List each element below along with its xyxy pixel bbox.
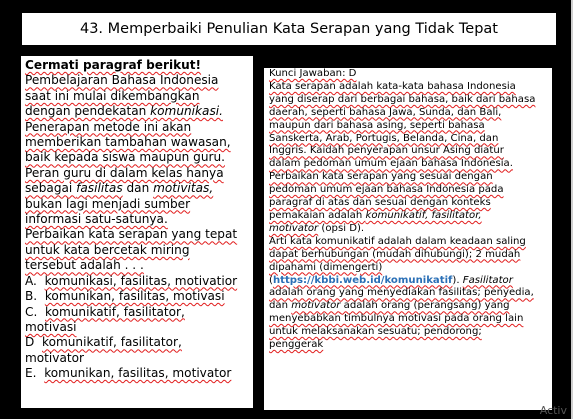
paragraph-line: Penerapan metode ini akan [25,119,192,134]
answer-line: pemakaian adalah komunikatif, fasilitator, [269,209,482,221]
slide-title: 43. Memperbaiki Penulian Kata Serapan yang Tidak Tepat [79,21,498,37]
paragraph-line: sebagai fasilitas dan motivitas, [25,181,214,196]
activation-watermark: Activ [539,404,567,417]
option-d: D komunikatif, fasilitator, [25,335,182,350]
italic-word: komunikasi. [150,104,223,119]
italic-answer: motivator [269,222,319,234]
option-b: B. komunikan, fasilitas, motivasi [25,289,225,304]
answer-line: Perbaikan kata serapan yang sesuai dengan [269,171,493,183]
question-heading: Cermati paragraf berikut! [25,58,202,72]
paragraph-line: dengan pendekatan komunikasi. [25,104,223,119]
answer-line: motivator (opsi D). [269,222,365,234]
answer-line: dalam pedoman umum ejaan bahasa Indonesia. [269,158,513,170]
answer-line: menyebabkan timbulnya motivasi pada orang lain [269,313,524,325]
slide-title-box [22,13,556,45]
answer-line: maupun dari bahasa asing, seperti bahasa [269,119,485,131]
answer-line: dipahami (dimengerti) [269,261,383,273]
italic-answer: komunikatif, fasilitator, [365,209,482,221]
option-c-cont: motivasi [25,319,77,334]
paragraph-line: saat ini mulai dikembangkan [25,88,200,103]
prompt-line: tersebut adalah . . . [25,258,144,273]
italic-word: fasilitas [76,181,123,196]
italic-word: motivitas, [153,181,214,196]
paragraph-line: memberikan tambahan wawasan, [25,135,231,150]
answer-line: Sanskerta, Arab, Portugis, Belanda, Cina, dan [269,132,499,144]
answer-line: paragraf di atas dan sesuai dengan konteks [269,197,491,209]
answer-line: untuk melaksanakan sesuatu; pendorong; [269,326,482,338]
kbbi-link[interactable]: https://kbbi.web.id/komunikatif [272,274,453,286]
answer-line: dan motivator adalah orang (perangsang) yang [269,300,510,312]
option-d-cont: motivator [25,350,84,365]
option-c: C. komunikatif, fasilitator, [25,304,185,319]
answer-line: Kata serapan adalah kata-kata bahasa Indonesia [269,80,516,92]
answer-line: adalah orang yang menyediakan fasilitas; penyedia, [269,287,534,299]
answer-line: yang diserap dari berbagai bahasa, baik dari bahasa [269,93,536,105]
answer-line: Arti kata komunikatif adalah dalam keadaan saling [269,235,526,247]
answer-line: daerah, seperti bahasa Jawa, Sunda, dan Bali, [269,106,502,118]
prompt-line: Perbaikan kata serapan yang tepat [25,227,238,242]
paragraph-line: baik kepada siswa maupun guru. [25,150,225,165]
option-a: A. komunikasi, fasilitas, motivatior [25,273,238,288]
answer-line: penggerak [269,339,324,351]
paragraph-line: informasi satu-satunya. [25,212,168,227]
answer-line: Inggris. Kaidah penyerapan unsur Asing diatur [269,145,504,157]
paragraph-line: Pembelajaran Bahasa Indonesia [25,73,219,88]
answer-panel [264,68,552,410]
answer-line: pedoman umum ejaan bahasa Indonesia pada [269,184,504,196]
question-panel [21,56,253,408]
prompt-line: untuk kata bercetak miring [25,242,190,257]
paragraph-line: bukan lagi menjadi sumber [25,196,191,211]
answer-line: dapat berhubungan (mudah dihubungi); 2 mudah [269,248,521,260]
answer-line: (https://kbbi.web.id/komunikatif). Fasilitator [269,274,513,286]
paragraph-line: Peran guru di dalam kelas hanya [25,165,224,180]
option-e: E. komunikan, fasilitas, motivator [25,366,232,381]
answer-key: Kunci Jawaban: D [269,68,357,79]
